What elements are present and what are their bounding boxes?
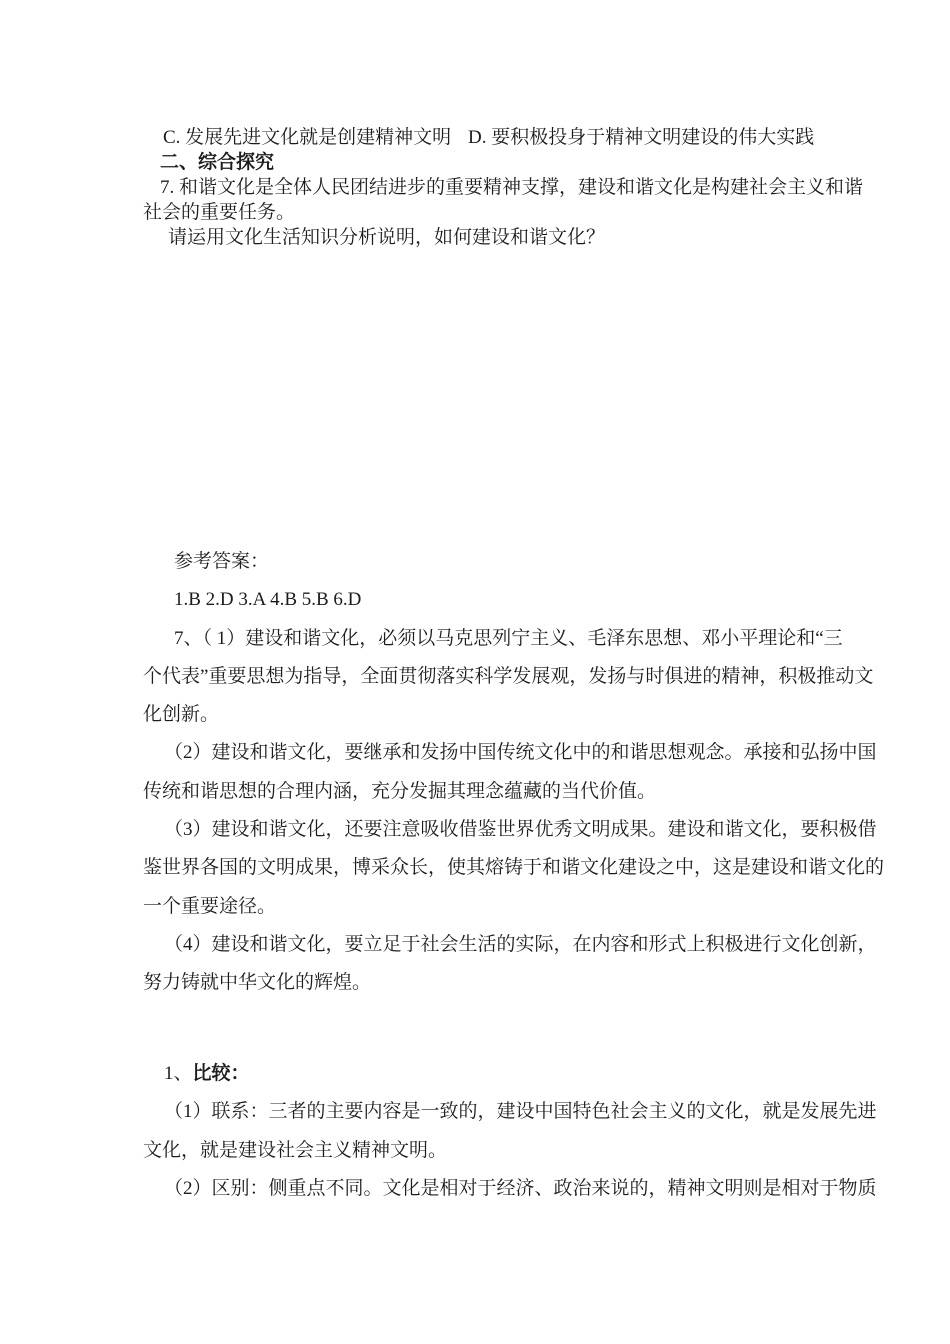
comparison-heading xyxy=(143,1055,903,1093)
question-7-prompt: 请运用文化生活知识分析说明，如何建设和谐文化？ xyxy=(168,227,606,248)
answer-7-line: （3）建设和谐文化，还要注意吸收借鉴世界优秀文明成果。建设和谐文化，要积极借 xyxy=(164,819,877,841)
answer-7-line: 鉴世界各国的文明成果，博采众长，使其熔铸于和谐文化建设之中，这是建设和谐文化的 xyxy=(143,857,885,879)
section-heading: 二、综合探究 xyxy=(160,152,275,173)
comparison-title: 比较： xyxy=(192,1062,250,1084)
question-section xyxy=(143,125,903,250)
answer-7-line: 努力铸就中华文化的辉煌。 xyxy=(143,972,372,994)
answer-7-line: 7、（ 1）建设和谐文化，必须以马克思列宁主义、毛泽东思想、邓小平理论和“三 xyxy=(174,627,843,649)
options-line xyxy=(143,125,903,150)
option-d: D. 要积极投身于精神文明建设的伟大实践 xyxy=(468,127,815,148)
answer-7-line: 一个重要途径。 xyxy=(143,895,277,917)
answer-7-line: （2）建设和谐文化，要继承和发扬中国传统文化中的和谐思想观念。承接和弘扬中国 xyxy=(164,742,877,764)
comparison-line: 文化，就是建设社会主义精神文明。 xyxy=(143,1139,448,1161)
answer-heading: 参考答案： xyxy=(174,551,270,572)
answer-7-line: （4）建设和谐文化，要立足于社会生活的实际，在内容和形式上积极进行文化创新， xyxy=(164,933,877,955)
section-gap xyxy=(143,1003,903,1055)
comparison-line: （2）区别：侧重点不同。文化是相对于经济、政治来说的，精神文明则是相对于物质 xyxy=(164,1177,877,1199)
comparison-line: （1）联系：三者的主要内容是一致的，建设中国特色社会主义的文化，就是发展先进 xyxy=(164,1101,877,1123)
answer-7-line: 个代表”重要思想为指导，全面贯彻落实科学发展观，发扬与时俱进的精神，积极推动文 xyxy=(143,665,874,687)
question-7-line-2: 社会的重要任务。 xyxy=(143,202,296,223)
comparison-number: 1、 xyxy=(164,1062,193,1084)
answer-7-line: 化创新。 xyxy=(143,704,220,726)
option-c: C. 发展先进文化就是创建精神文明 xyxy=(163,127,452,148)
answer-7-line: 传统和谐思想的合理内涵，充分发掘其理念蕴藏的当代价值。 xyxy=(143,780,657,802)
choice-answers: 1.B 2.D 3.A 4.B 5.B 6.D xyxy=(174,589,362,611)
question-7-line-1: 7. 和谐文化是全体人民团结进步的重要精神支撑，建设和谐文化是构建社会主义和谐 xyxy=(160,177,864,198)
answer-section xyxy=(143,543,903,1208)
